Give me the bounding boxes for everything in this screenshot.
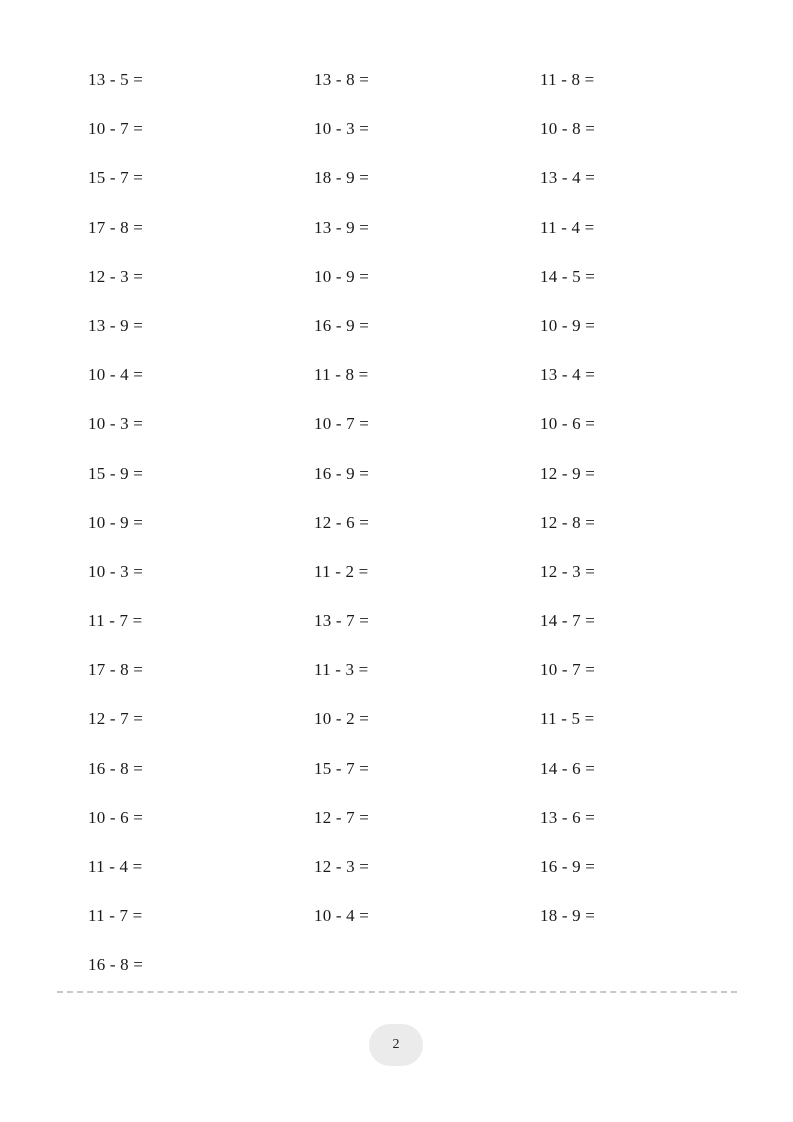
subtraction-problem: 17 - 8 = (88, 217, 144, 237)
subtraction-problem: 11 - 2 = (314, 561, 369, 581)
subtraction-problem: 18 - 9 = (540, 906, 596, 926)
subtraction-problem: 14 - 7 = (540, 611, 596, 631)
subtraction-problem: 10 - 7 = (540, 660, 596, 680)
subtraction-problem: 12 - 7 = (314, 807, 370, 827)
subtraction-problem: 10 - 9 = (314, 266, 370, 286)
footer-divider (57, 991, 737, 993)
subtraction-problem: 11 - 4 = (540, 217, 595, 237)
subtraction-problem: 10 - 3 = (88, 414, 144, 434)
subtraction-problem: 13 - 7 = (314, 611, 370, 631)
subtraction-problem: 14 - 6 = (540, 758, 596, 778)
subtraction-problem: 14 - 5 = (540, 266, 596, 286)
subtraction-problem: 10 - 9 = (540, 315, 596, 335)
subtraction-problem: 16 - 9 = (540, 857, 596, 876)
subtraction-problem: 11 - 7 = (88, 906, 143, 926)
subtraction-problem: 12 - 8 = (540, 512, 596, 532)
subtraction-problem: 12 - 9 = (540, 463, 596, 483)
subtraction-problem: 15 - 7 = (88, 168, 144, 188)
subtraction-problem: 11 - 8 = (314, 365, 369, 385)
subtraction-problem: 12 - 3 = (88, 266, 144, 286)
subtraction-problem: 11 - 5 = (540, 709, 595, 729)
subtraction-problem: 18 - 9 = (314, 168, 370, 188)
subtraction-problem: 13 - 9 = (314, 217, 370, 237)
subtraction-problem: 11 - 8 = (540, 70, 595, 89)
subtraction-problem: 10 - 6 = (88, 807, 144, 827)
subtraction-problem: 13 - 6 = (540, 807, 596, 827)
subtraction-problem: 10 - 6 = (540, 414, 596, 434)
subtraction-problem: 13 - 4 = (540, 365, 596, 385)
subtraction-problem: 11 - 3 = (314, 660, 369, 680)
subtraction-problem: 10 - 2 = (314, 709, 370, 729)
subtraction-problem: 13 - 8 = (314, 70, 370, 89)
subtraction-problem: 13 - 9 = (88, 315, 144, 335)
subtraction-problem: 10 - 4 = (88, 365, 144, 385)
subtraction-problem: 16 - 8 = (88, 758, 144, 778)
subtraction-problem: 12 - 7 = (88, 709, 144, 729)
subtraction-problem: 13 - 5 = (88, 70, 144, 89)
subtraction-problem: 16 - 9 = (314, 463, 370, 483)
subtraction-problem: 11 - 7 = (88, 611, 143, 631)
subtraction-problem: 15 - 7 = (314, 758, 370, 778)
subtraction-problem: 10 - 3 = (88, 561, 144, 581)
subtraction-problem: 12 - 3 = (540, 561, 596, 581)
subtraction-problem: 10 - 4 = (314, 906, 370, 926)
subtraction-problem: 16 - 8 = (88, 955, 144, 975)
subtraction-problem: 16 - 9 = (314, 315, 370, 335)
subtraction-problem: 17 - 8 = (88, 660, 144, 680)
subtraction-problem: 10 - 9 = (88, 512, 144, 532)
page-number: 2 (392, 1037, 400, 1052)
subtraction-problem: 10 - 7 = (88, 119, 144, 139)
subtraction-problem: 11 - 4 = (88, 857, 143, 876)
problem-grid (88, 66, 748, 1001)
page-number-badge (369, 1024, 423, 1066)
subtraction-problem: 10 - 8 = (540, 119, 596, 139)
subtraction-problem: 13 - 4 = (540, 168, 596, 188)
subtraction-problem: 15 - 9 = (88, 463, 144, 483)
subtraction-problem: 10 - 7 = (314, 414, 370, 434)
subtraction-problem: 10 - 3 = (314, 119, 370, 139)
subtraction-problem: 12 - 3 = (314, 857, 370, 876)
subtraction-problem: 12 - 6 = (314, 512, 370, 532)
